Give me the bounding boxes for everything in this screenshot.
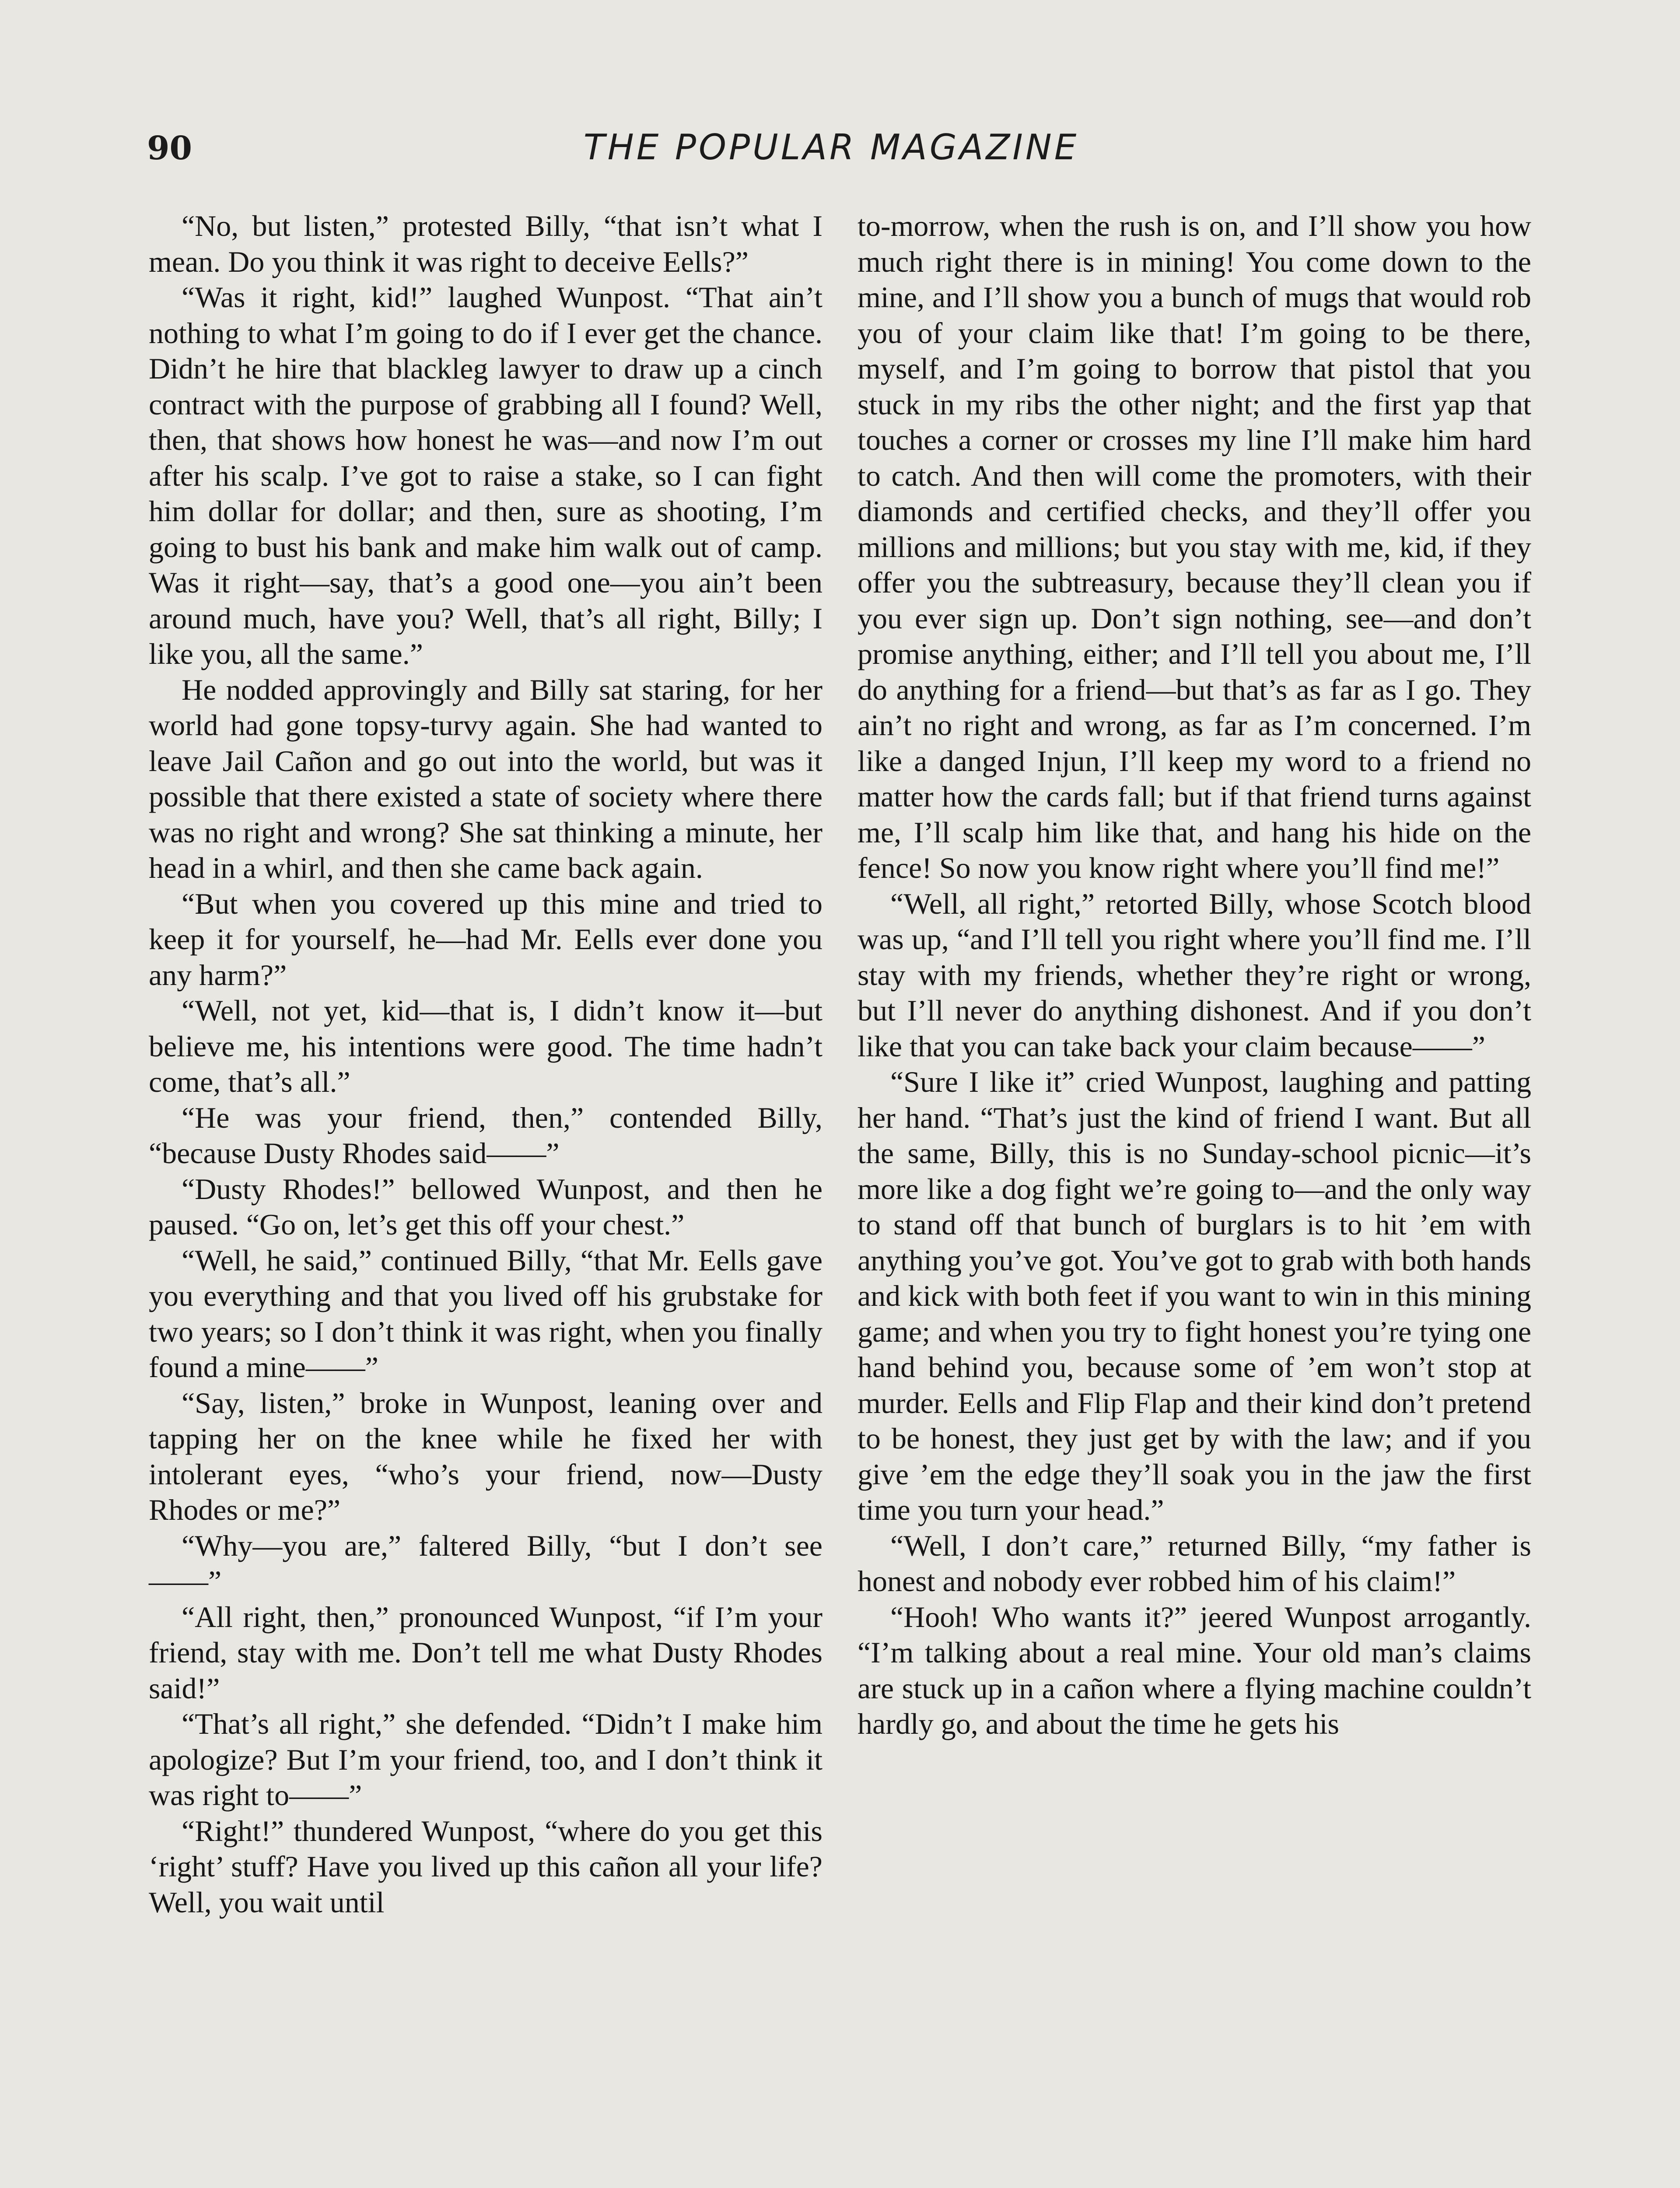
paragraph: “Well, he said,” continued Billy, “that Mr. Eells gave you everything and that you lived off his grubstake for two years; so I don’t think it was right, when you finally found a mine——” bbox=[149, 1243, 822, 1384]
paragraph: “Say, listen,” broke in Wunpost, leaning over and tapping her on the knee while he fixed her with intolerant eyes, “who’s your friend, now—Dusty Rhodes or me?” bbox=[149, 1386, 822, 1526]
paragraph: “Right!” thundered Wunpost, “where do you get this ‘right’ stuff? Have you lived up this cañon all your life? Well, you wait until bbox=[149, 1814, 822, 1919]
paragraph: He nodded approvingly and Billy sat staring, for her world had gone topsy-turvy again. She had wanted to leave Jail Cañon and go out into the world, but was it possible that there existed a state of society where there was no right and wrong? She sat thinking a minute, her head in a whirl, and then she came back again. bbox=[149, 673, 822, 884]
left-column bbox=[149, 208, 822, 1920]
right-column bbox=[858, 208, 1531, 1742]
paragraph: “He was your friend, then,” contended Billy, “because Dusty Rhodes said——” bbox=[149, 1101, 822, 1170]
paragraph: “That’s all right,” she defended. “Didn’t I make him apologize? But I’m your friend, too, and I don’t think it was right to——” bbox=[149, 1707, 822, 1812]
paragraph: “No, but listen,” protested Billy, “that isn’t what I mean. Do you think it was right to deceive Eells?” bbox=[149, 209, 822, 278]
paragraph: “Sure I like it” cried Wunpost, laughing and patting her hand. “That’s just the kind of friend I want. But all the same, Billy, this is no Sunday-school picnic—it’s more like a dog fight we’re going to—and the only way to stand off that bunch of burglars is to hit ’em with anything you’ve got. You’ve got to grab with both hands and kick with both feet if you want to win in this mining game; and when you try to fight honest you’re tying one hand behind you, because some of ’em won’t stop at murder. Eells and Flip Flap and their kind don’t pretend to be honest, they just get by with the law; and if you give ’em the edge they’ll soak you in the jaw the first time you turn your head.” bbox=[858, 1065, 1531, 1526]
paragraph: “Well, all right,” retorted Billy, whose Scotch blood was up, “and I’ll tell you right where you’ll find me. I’ll stay with my friends, whether they’re right or wrong, but I’ll never do anything dishonest. And if you don’t like that you can take back your claim because——” bbox=[858, 887, 1531, 1063]
paragraph: “Well, I don’t care,” returned Billy, “my father is honest and nobody ever robbed him of his claim!” bbox=[858, 1529, 1531, 1598]
paragraph: “Was it right, kid!” laughed Wunpost. “That ain’t nothing to what I’m going to do if I ever get the chance. Didn’t he hire that blackleg lawyer to draw up a cinch contract with the purpose of grabbing all I found? Well, then, that shows how honest he was—and now I’m out after his scalp. I’ve got to raise a stake, so I can fight him dollar for dollar; and then, sure as shooting, I’m going to bust his bank and make him walk out of camp. Was it right—say, that’s a good one—you ain’t been around much, have you? Well, that’s all right, Billy; I like you, all the same.” bbox=[149, 281, 822, 670]
paragraph: “Well, not yet, kid—that is, I didn’t know it—but believe me, his intentions were good. The time hadn’t come, that’s all.” bbox=[149, 994, 822, 1098]
paragraph: “But when you covered up this mine and tried to keep it for yourself, he—had Mr. Eells ever done you any harm?” bbox=[149, 887, 822, 992]
running-header: THE POPULAR MAGAZINE bbox=[583, 127, 1079, 168]
page-number: 90 bbox=[147, 130, 192, 167]
paragraph: “Dusty Rhodes!” bellowed Wunpost, and then he paused. “Go on, let’s get this off your chest.” bbox=[149, 1172, 822, 1241]
paragraph: “Why—you are,” faltered Billy, “but I don’t see——” bbox=[149, 1529, 822, 1598]
paragraph-continued: to-morrow, when the rush is on, and I’ll show you how much right there is in mining! You come down to the mine, and I’ll show you a bunch of mugs that would rob you of your claim like that! I’m going to be there, myself, and I’m going to borrow that pistol that you stuck in my ribs the other night; and the first yap that touches a corner or crosses my line I’ll make him hard to catch. And then will come the promoters, with their diamonds and certified checks, and they’ll offer you millions and millions; but you stay with me, kid, if they offer you the subtreasury, because they’ll clean you if you ever sign up. Don’t sign nothing, see—and don’t promise anything, either; and I’ll tell you about me, I’ll do anything for a friend—but that’s as far as I go. They ain’t no right and wrong, as far as I’m concerned. I’m like a danged Injun, I’ll keep my word to a friend no matter how the cards fall; but if that friend turns against me, I’ll scalp him like that, and hang his hide on the fence! So now you know right where you’ll find me!” bbox=[858, 209, 1531, 884]
paragraph: “Hooh! Who wants it?” jeered Wunpost arrogantly. “I’m talking about a real mine. Your old man’s claims are stuck up in a cañon where a flying machine couldn’t hardly go, and about the time he gets his bbox=[858, 1600, 1531, 1740]
paragraph: “All right, then,” pronounced Wunpost, “if I’m your friend, stay with me. Don’t tell me what Dusty Rhodes said!” bbox=[149, 1600, 822, 1705]
